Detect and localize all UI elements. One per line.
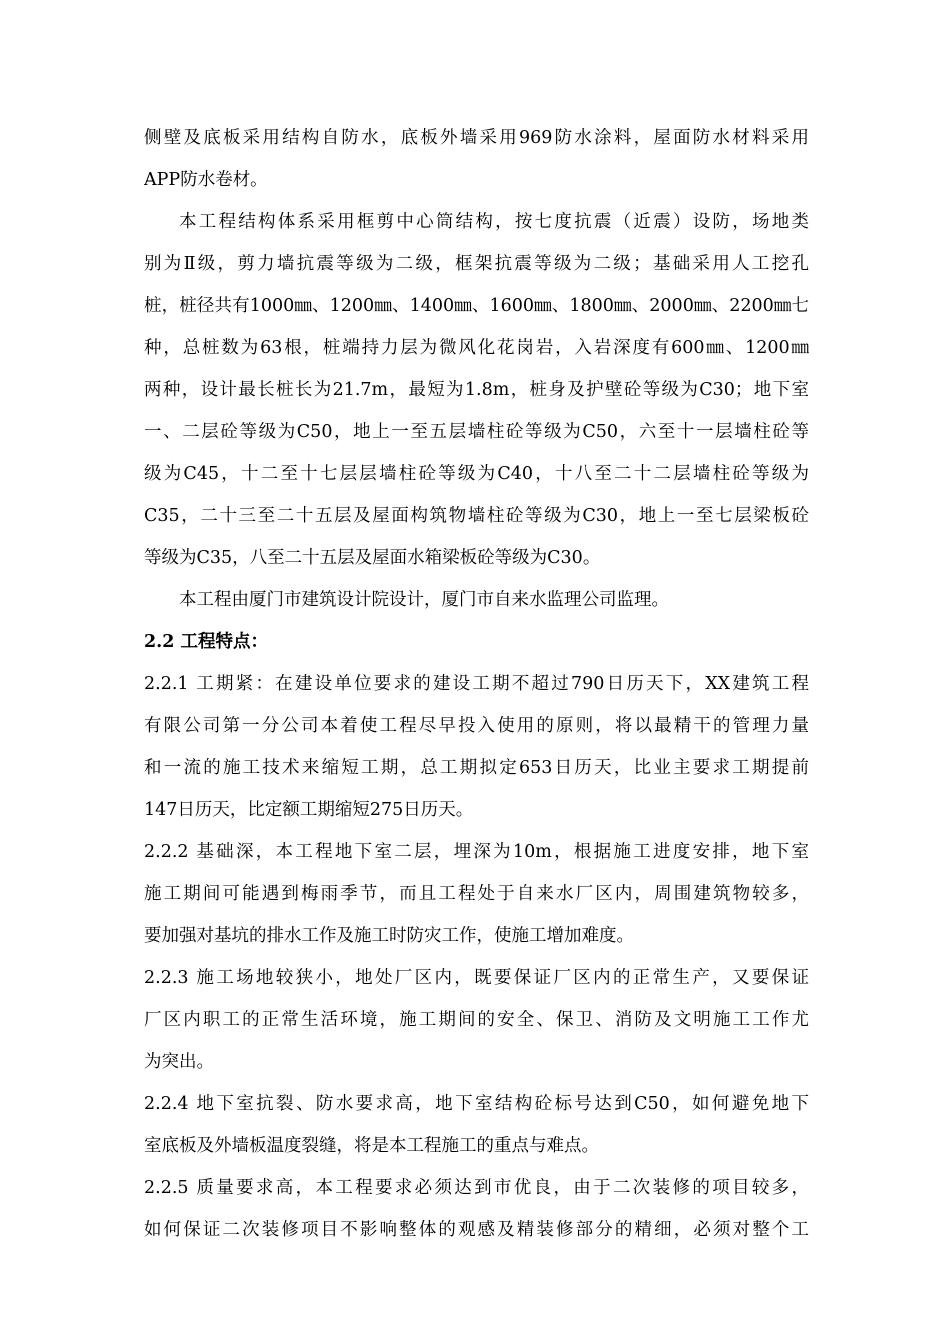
text-line: APP防水卷材。 (144, 170, 268, 190)
text-line: 厂区内职工的正常生活环境，施工期间的安全、保卫、消防及文明施工工作尤 (144, 1010, 809, 1030)
text-line: 侧壁及底板采用结构自防水，底板外墙采用969防水涂料，屋面防水材料采用 (144, 128, 809, 148)
text-line: 施工期间可能遇到梅雨季节，而且工程处于自来水厂区内，周围建筑物较多， (144, 884, 809, 904)
text-line: 有限公司第一分公司本着使工程尽早投入使用的原则，将以最精干的管理力量 (144, 716, 809, 736)
text-line: 2.2.2 基础深，本工程地下室二层，埋深为10m，根据施工进度安排，地下室 (144, 842, 809, 862)
text-line: 本工程结构体系采用框剪中心筒结构，按七度抗震（近震）设防，场地类 (179, 212, 809, 232)
text-line: 2.2.4 地下室抗裂、防水要求高，地下室结构砼标号达到C50，如何避免地下 (144, 1094, 809, 1114)
text-line: 本工程由厦门市建筑设计院设计，厦门市自来水监理公司监理。 (179, 590, 669, 610)
text-line: 级为C45，十二至十七层层墙柱砼等级为C40，十八至二十二层墙柱砼等级为 (144, 464, 809, 484)
text-line: 室底板及外墙板温度裂缝，将是本工程施工的重点与难点。 (144, 1136, 599, 1156)
text-line: 桩，桩径共有1000㎜、1200㎜、1400㎜、1600㎜、1800㎜、2000㎜、2200㎜七 (144, 296, 809, 316)
text-line: 等级为C35，八至二十五层及屋面水箱梁板砼等级为C30。 (144, 548, 601, 568)
text-line: 别为Ⅱ级，剪力墙抗震等级为二级，框架抗震等级为二级；基础采用人工挖孔 (144, 254, 809, 274)
text-line: 2.2.5 质量要求高，本工程要求必须达到市优良，由于二次装修的项目较多， (144, 1178, 809, 1198)
text-line: 如何保证二次装修项目不影响整体的观感及精装修部分的精细，必须对整个工 (144, 1220, 809, 1240)
text-line: 和一流的施工技术来缩短工期，总工期拟定653日历天，比业主要求工期提前 (144, 758, 809, 778)
text-line: C35，二十三至二十五层及屋面构筑物墙柱砼等级为C30，地上一至七层梁板砼 (144, 506, 809, 526)
text-line: 要加强对基坑的排水工作及施工时防灾工作，使施工增加难度。 (144, 926, 634, 946)
text-line: 为突出。 (144, 1052, 214, 1072)
text-line: 147日历天，比定额工期缩短275日历天。 (144, 800, 474, 820)
text-line: 两种，设计最长桩长为21.7m，最短为1.8m，桩身及护壁砼等级为C30；地下室 (144, 380, 809, 400)
text-line: 一、二层砼等级为C50，地上一至五层墙柱砼等级为C50，六至十一层墙柱砼等 (144, 422, 809, 442)
text-line: 2.2.1 工期紧：在建设单位要求的建设工期不超过790日历天下，XX建筑工程 (144, 674, 809, 694)
text-line: 2.2.3 施工场地较狭小，地处厂区内，既要保证厂区内的正常生产，又要保证 (144, 968, 809, 988)
text-line: 种，总桩数为63根，桩端持力层为微风化花岗岩，入岩深度有600㎜、1200㎜ (144, 338, 809, 358)
section-heading: 2.2 工程特点： (144, 632, 269, 652)
